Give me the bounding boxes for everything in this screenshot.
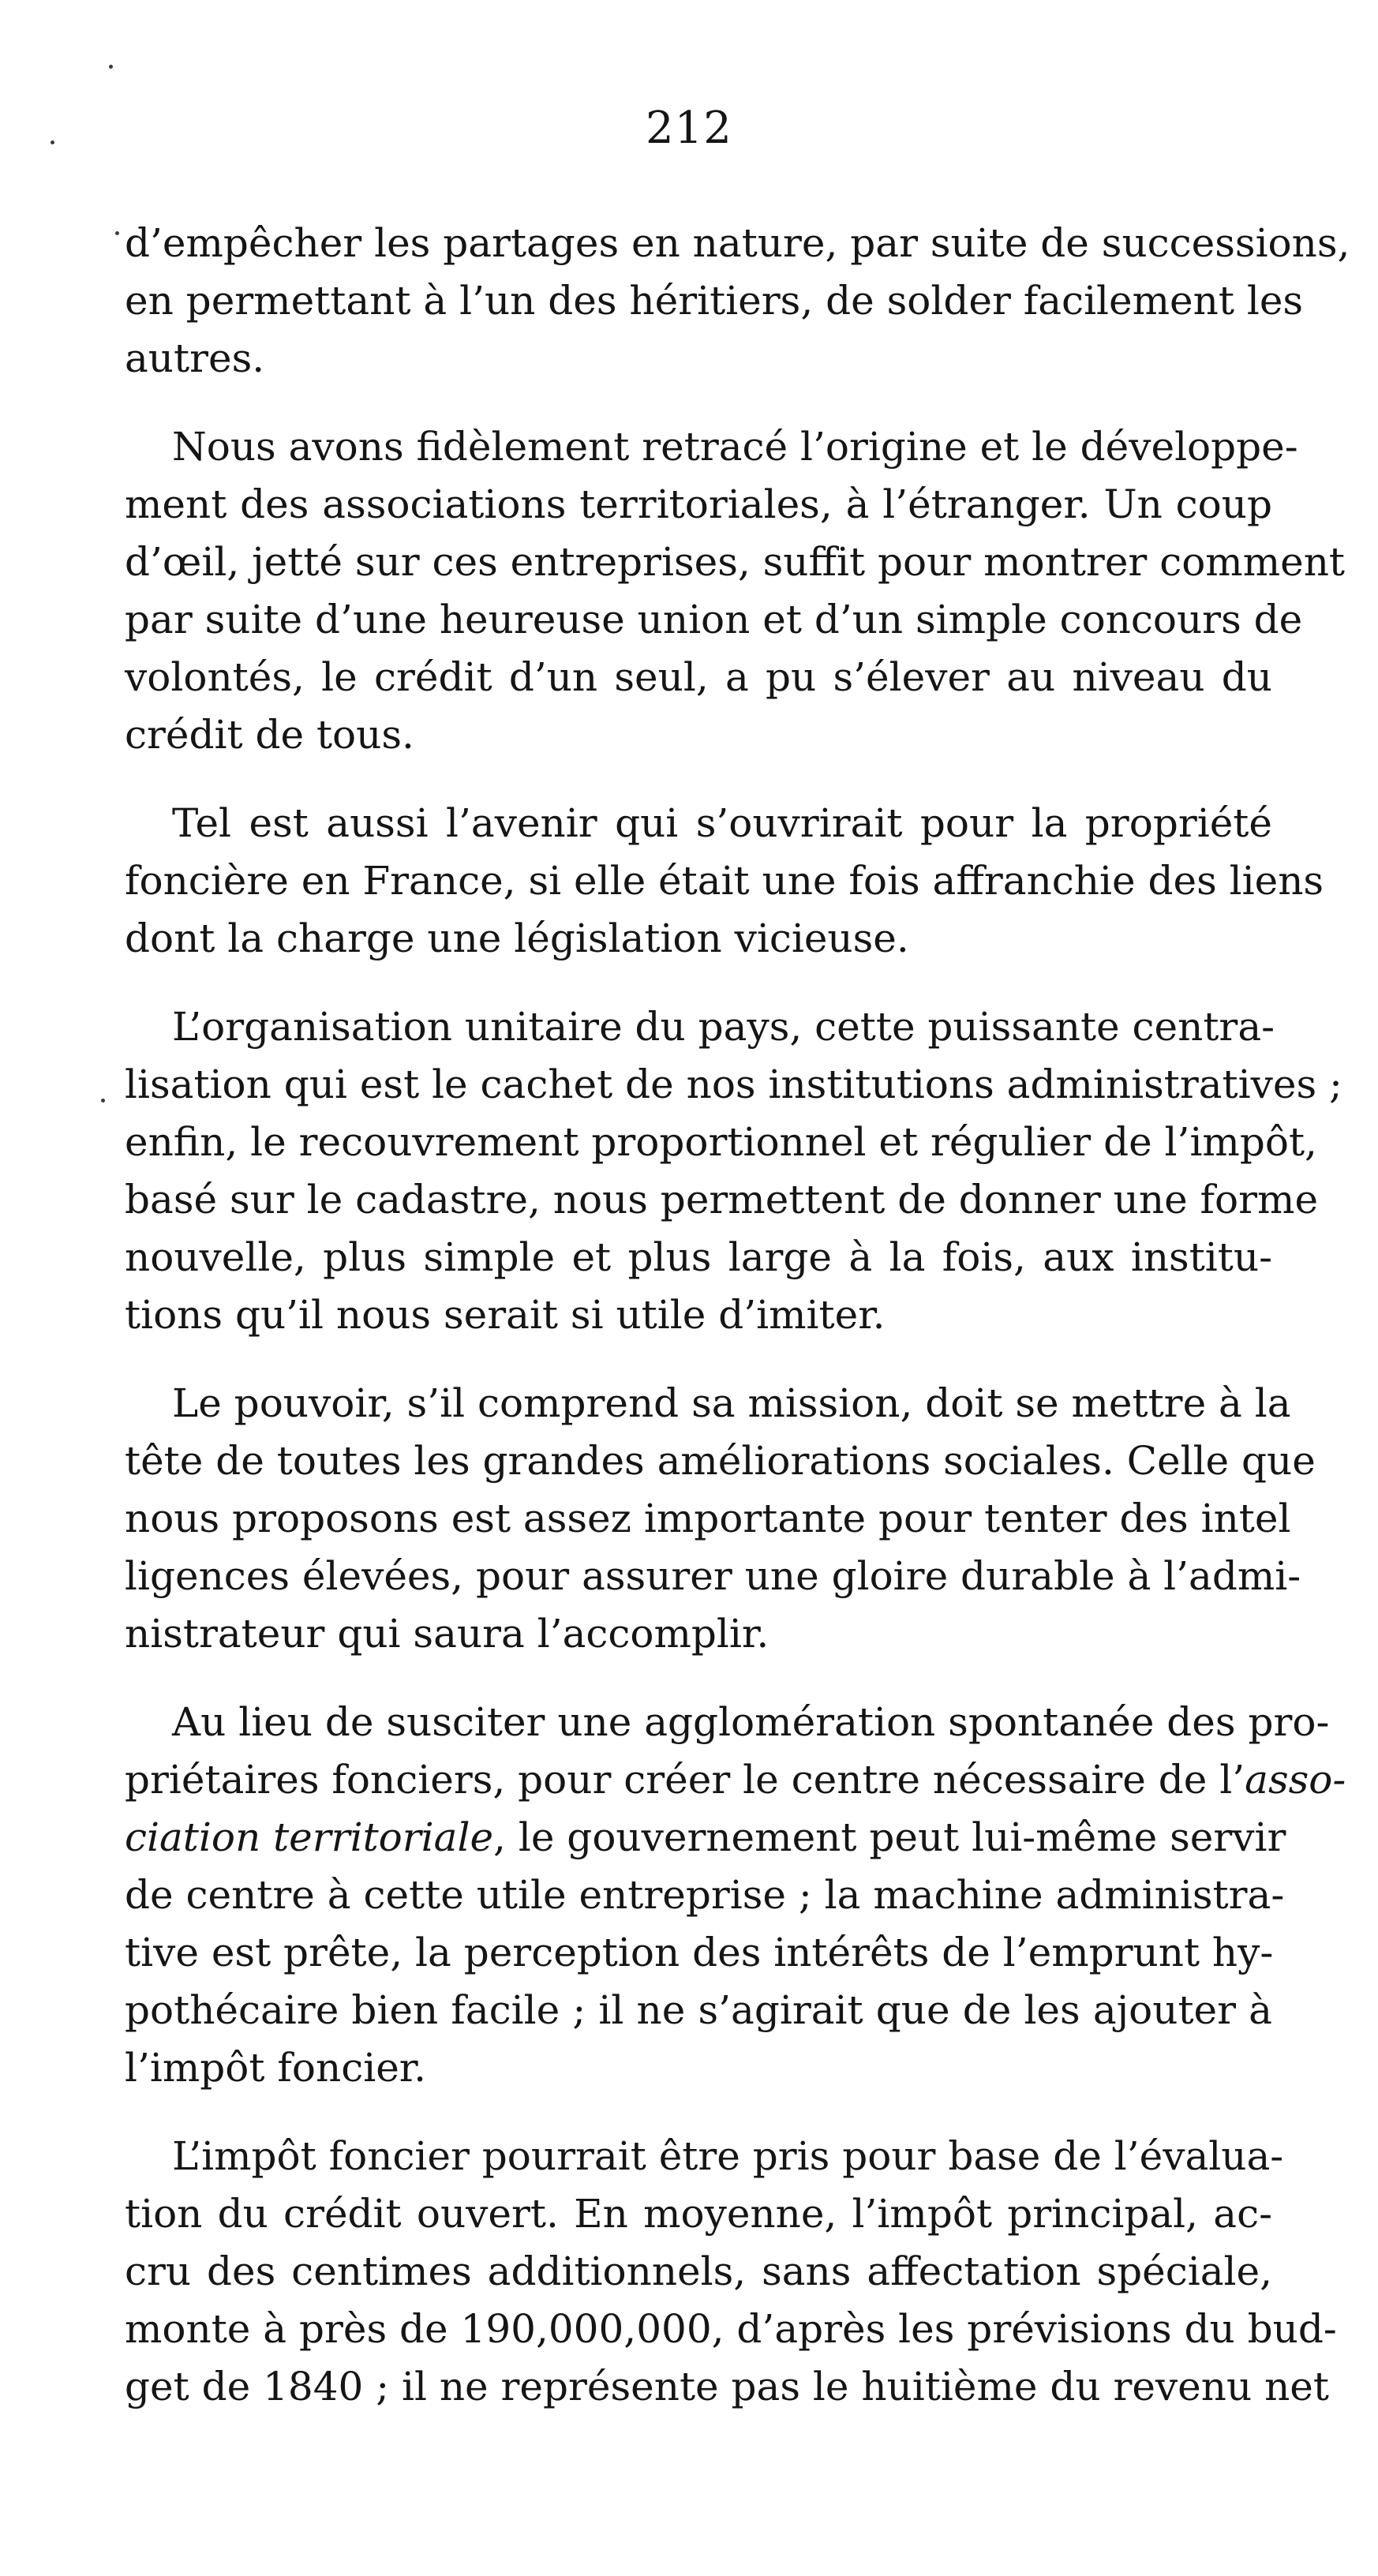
text-line: pothécaire bien facile ; il ne s’agirait que de les ajouter à — [125, 1987, 1272, 2033]
print-speck — [115, 231, 119, 235]
paragraph — [125, 795, 1324, 968]
text-line: d’empêcher les partages en nature, par suite de successions, — [125, 220, 1350, 266]
text-line: Le pouvoir, s’il comprend sa mission, doit se mettre à la — [172, 1380, 1291, 1426]
paragraph — [125, 215, 1350, 388]
text-line: get de 1840 ; il ne représente pas le huitième du revenu net — [125, 2364, 1329, 2409]
text-line: en permettant à l’un des héritiers, de solder facilement les — [125, 278, 1304, 324]
paragraph — [125, 1694, 1346, 2097]
text-line: foncière en France, si elle était une fois affranchie des liens — [125, 858, 1324, 904]
paragraph — [125, 2128, 1337, 2416]
text-line: Nous avons fidèlement retracé l’origine et le développe- — [172, 424, 1298, 470]
text-line: volontés, le crédit d’un seul, a pu s’élever au niveau du — [125, 654, 1272, 700]
text-line: lisation qui est le cachet de nos institutions administratives ; — [125, 1061, 1342, 1107]
text-line: nistrateur qui saura l’accomplir. — [125, 1611, 770, 1657]
text-line: monte à près de 190,000,000, d’après les prévisions du bud- — [125, 2306, 1337, 2352]
text-line: nouvelle, plus simple et plus large à la fois, aux institu- — [125, 1234, 1272, 1280]
text-line: tive est prête, la perception des intérêts de l’emprunt hy- — [125, 1930, 1274, 1975]
paragraph — [125, 998, 1342, 1344]
text-line: ment des associations territoriales, à l’étranger. Un coup — [125, 481, 1272, 527]
text-line: tion du crédit ouvert. En moyenne, l’impôt principal, ac- — [125, 2191, 1272, 2237]
text-line: basé sur le cadastre, nous permettent de donner une forme — [125, 1177, 1319, 1222]
text-line: cru des centimes additionnels, sans affectation spéciale, — [125, 2248, 1272, 2294]
text-line: tions qu’il nous serait si utile d’imiter. — [125, 1292, 886, 1338]
text-line: L’impôt foncier pourrait être pris pour base de l’évalua- — [172, 2133, 1284, 2179]
text-line: de centre à cette utile entreprise ; la machine administra- — [125, 1872, 1285, 1918]
paragraph — [125, 418, 1346, 764]
text-line: par suite d’une heureuse union et d’un simple concours de — [125, 597, 1303, 642]
text-line: crédit de tous. — [125, 712, 414, 758]
print-speck — [101, 1099, 105, 1103]
page-number: 212 — [646, 103, 732, 154]
text-line: l’impôt foncier. — [125, 2045, 427, 2091]
text-line: autres. — [125, 335, 265, 381]
text-line: ligences élevées, pour assurer une gloire durable à l’admi- — [125, 1553, 1301, 1599]
text-line: ciation territoriale, le gouvernement peut lui-même servir — [125, 1814, 1286, 1860]
text-line: tête de toutes les grandes améliorations sociales. Celle que — [125, 1438, 1316, 1484]
text-line: d’œil, jetté sur ces entreprises, suffit pour montrer comment — [125, 539, 1346, 585]
print-speck — [51, 140, 54, 144]
body-text — [125, 215, 1350, 2447]
text-line: Au lieu de susciter une agglomération spontanée des pro- — [172, 1699, 1330, 1745]
text-line: enfin, le recouvrement proportionnel et régulier de l’impôt, — [125, 1119, 1317, 1165]
text-line: nous proposons est assez importante pour tenter des intel — [125, 1496, 1291, 1541]
print-speck — [109, 65, 113, 69]
text-line: Tel est aussi l’avenir qui s’ouvrirait pour la propriété — [172, 800, 1272, 846]
paragraph — [125, 1375, 1316, 1663]
text-line: priétaires fonciers, pour créer le centre nécessaire de l’asso- — [125, 1757, 1346, 1803]
text-line: dont la charge une législation vicieuse. — [125, 915, 909, 961]
text-line: L’organisation unitaire du pays, cette puissante centra- — [172, 1004, 1275, 1050]
